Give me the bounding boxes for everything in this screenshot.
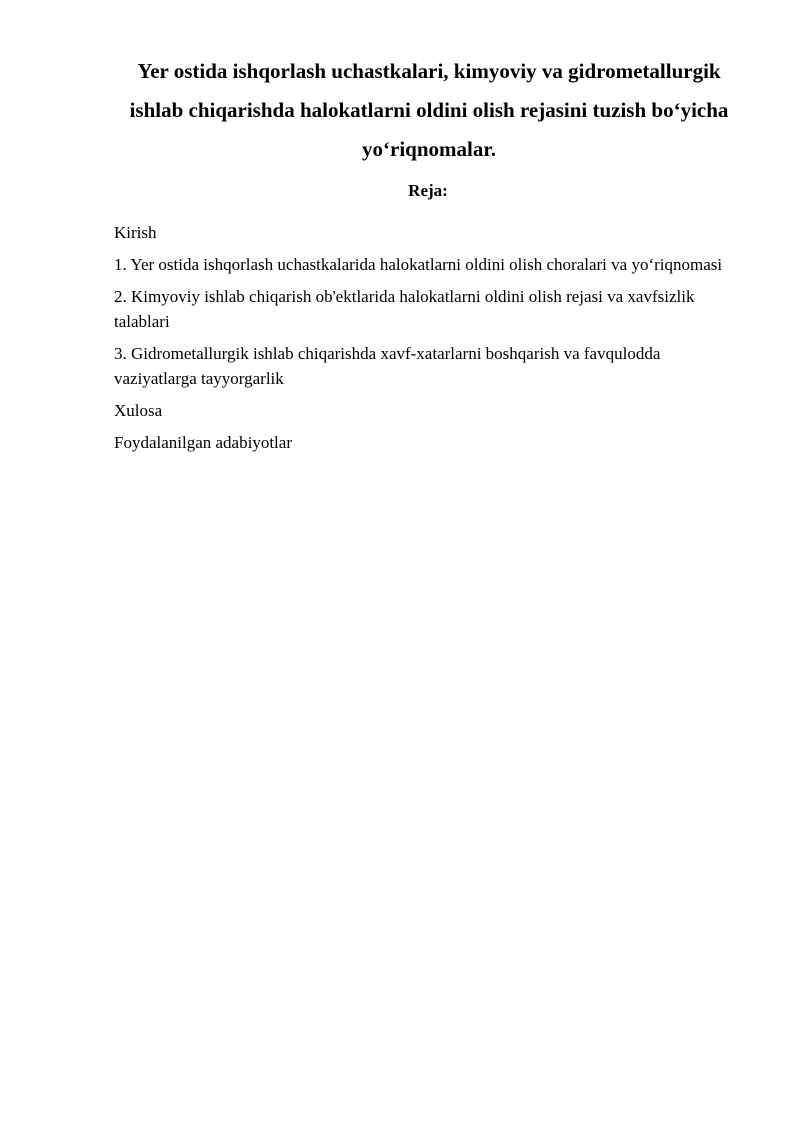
table-of-contents — [114, 220, 724, 462]
toc-item-section-3: 3. Gidrometallurgik ishlab chiqarishda xavf-xatarlarni boshqarish va favqulodda vaziyatlarga tayyorgarlik — [114, 344, 661, 388]
toc-item-section-1: 1. Yer ostida ishqorlash uchastkalarida halokatlarni oldini olish choralari va yo‘riqnomasi — [114, 255, 723, 274]
toc-item-introduction: Kirish — [114, 223, 157, 242]
toc-item-conclusion: Xulosa — [114, 401, 163, 420]
plan-heading: Reja: — [408, 181, 448, 200]
toc-item-references: Foydalanilgan adabiyotlar — [114, 433, 292, 452]
document-title: Yer ostida ishqorlash uchastkalari, kimyoviy va gidrometallurgik ishlab chiqarishda halokatlarni oldini olish rejasini tuzish bo‘yicha yo‘riqnomalar. — [129, 59, 729, 161]
toc-item-section-2: 2. Kimyoviy ishlab chiqarish ob'ektlarida halokatlarni oldini olish rejasi va xavfsizlik talablari — [114, 287, 695, 331]
